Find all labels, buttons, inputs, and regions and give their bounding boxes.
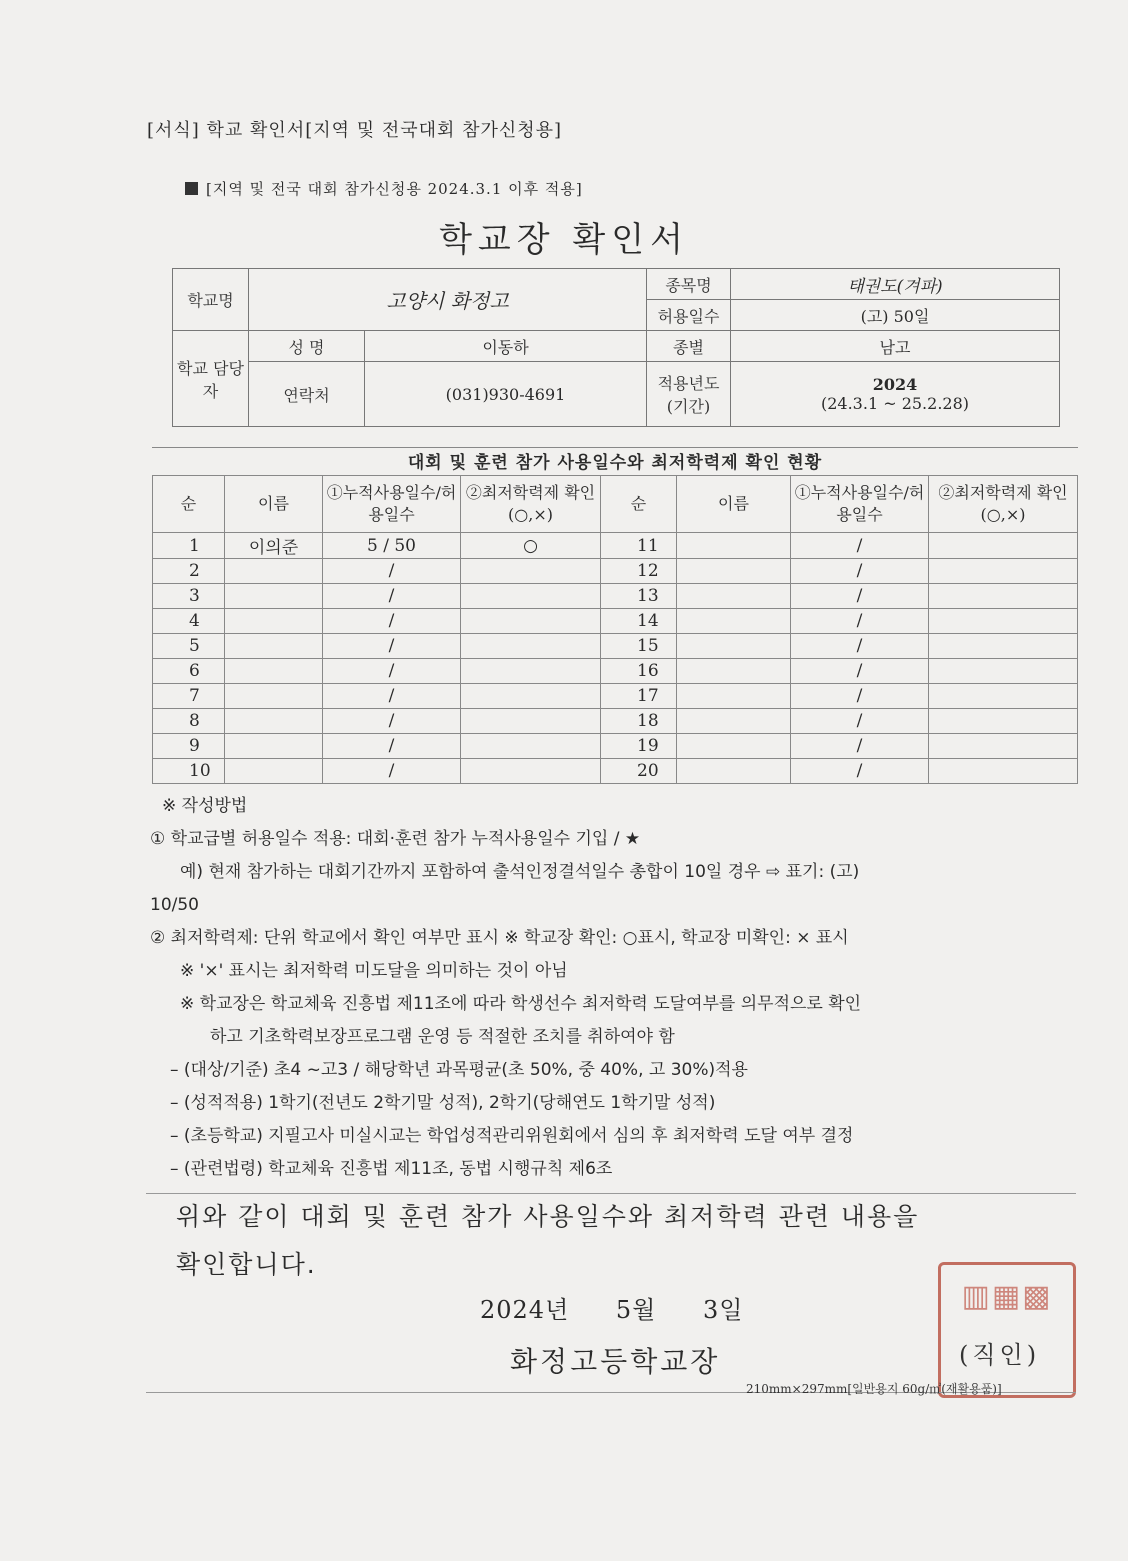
note-line: 10/50: [150, 895, 199, 915]
col-seq: 순: [153, 476, 225, 533]
row-seq: 18: [601, 709, 677, 734]
school-label: 학교명: [173, 269, 249, 331]
row-name: [677, 559, 791, 584]
table-row: [153, 709, 1078, 734]
row-name: [677, 709, 791, 734]
signer-name: 화정고등학교장: [510, 1345, 721, 1378]
allowed-days-value: (고) 50일: [731, 300, 1060, 331]
issue-date: [480, 1290, 781, 1325]
row-name: [225, 584, 323, 609]
col-name-2: 이름: [677, 476, 791, 533]
date-day: 3일: [703, 1296, 744, 1324]
row-name: [225, 734, 323, 759]
col-days-2: ①누적사용일수/허용일수: [791, 476, 929, 533]
date-year: 2024년: [480, 1296, 570, 1324]
note-line: ① 학교급별 허용일수 적용: 대회·훈련 참가 누적사용일수 기입 / ★: [150, 829, 641, 849]
participation-table: [152, 447, 1078, 784]
row-seq: 1: [153, 533, 225, 559]
manager-label: 학교 담당자: [173, 331, 249, 427]
col-check: ②최저학력제 확인(○,×): [461, 476, 601, 533]
row-name: [225, 609, 323, 634]
row-days: /: [323, 684, 461, 709]
row-days: /: [323, 559, 461, 584]
row-check: [461, 734, 601, 759]
row-seq: 14: [601, 609, 677, 634]
name-value: 이동하: [365, 331, 647, 362]
row-seq: 13: [601, 584, 677, 609]
row-seq: 5: [153, 634, 225, 659]
info-table: [172, 268, 1060, 427]
row-check: [461, 709, 601, 734]
row-days: /: [791, 659, 929, 684]
row-check: [929, 759, 1078, 784]
row-seq: 12: [601, 559, 677, 584]
seal-pattern: ▥▦▩: [961, 1279, 1053, 1314]
row-days: /: [791, 759, 929, 784]
row-days: /: [323, 634, 461, 659]
row-name: [677, 734, 791, 759]
col-seq-2: 순: [601, 476, 677, 533]
row-seq: 4: [153, 609, 225, 634]
row-check: [461, 659, 601, 684]
table-row: [153, 559, 1078, 584]
row-check: [461, 684, 601, 709]
row-check: [461, 759, 601, 784]
year-value: 2024: [872, 375, 918, 394]
table-row: [153, 609, 1078, 634]
table-row: [153, 759, 1078, 784]
table-row: [153, 659, 1078, 684]
period-value: (24.3.1 ~ 25.2.28): [820, 394, 970, 413]
row-days: /: [791, 684, 929, 709]
col-name: 이름: [225, 476, 323, 533]
note-line: 예) 현재 참가하는 대회기간까지 포함하여 출석인정결석일수 총합이 10일 경우 ⇨ 표기: (고): [180, 862, 860, 882]
row-check: [461, 559, 601, 584]
row-name: [677, 533, 791, 559]
contact-value: (031)930-4691: [365, 362, 647, 427]
row-check: [929, 559, 1078, 584]
row-check: [929, 609, 1078, 634]
row-seq: 15: [601, 634, 677, 659]
row-seq: 6: [153, 659, 225, 684]
row-days: /: [791, 609, 929, 634]
row-seq: 7: [153, 684, 225, 709]
year-cell: [731, 362, 1060, 427]
row-check: [929, 734, 1078, 759]
row-name: [677, 584, 791, 609]
year-label: 적용년도 (기간): [647, 362, 731, 427]
sub-header-text: [지역 및 전국 대회 참가신청용 2024.3.1 이후 적용]: [206, 180, 583, 198]
row-check: [461, 584, 601, 609]
col-days: ①누적사용일수/허용일수: [323, 476, 461, 533]
row-seq: 2: [153, 559, 225, 584]
row-seq: 11: [601, 533, 677, 559]
sub-header: [185, 178, 583, 199]
table-row: [153, 533, 1078, 559]
sport-label: 종목명: [647, 269, 731, 300]
note-line: – (성적적용) 1학기(전년도 2학기말 성적), 2학기(당해연도 1학기말 성적): [170, 1093, 716, 1113]
row-name: [225, 684, 323, 709]
notes-heading: ※ 작성방법: [162, 796, 248, 816]
row-days: /: [323, 709, 461, 734]
col-check-2: ②최저학력제 확인(○,×): [929, 476, 1078, 533]
row-seq: 16: [601, 659, 677, 684]
row-days: /: [323, 759, 461, 784]
row-check: [461, 634, 601, 659]
row-days: /: [323, 734, 461, 759]
gender-label: 종별: [647, 331, 731, 362]
row-name: [677, 659, 791, 684]
row-days: /: [323, 659, 461, 684]
school-value: 고양시 화정고: [249, 269, 647, 331]
row-name: [225, 659, 323, 684]
row-name: [677, 609, 791, 634]
row-days: /: [791, 634, 929, 659]
note-line: – (대상/기준) 초4 ~고3 / 해당학년 과목평균(초 50%, 중 40%, 고 30%)적용: [170, 1060, 748, 1080]
row-seq: 10: [153, 759, 225, 784]
row-days: /: [323, 609, 461, 634]
row-name: 이의준: [225, 533, 323, 559]
row-days: /: [791, 559, 929, 584]
form-header: [서식] 학교 확인서[지역 및 전국대회 참가신청용]: [147, 120, 563, 141]
document-title: 학교장 확인서: [439, 220, 689, 260]
note-line: 하고 기초학력보장프로그램 운영 등 적절한 조치를 취하여야 함: [210, 1027, 675, 1047]
row-days: /: [323, 584, 461, 609]
row-days: /: [791, 734, 929, 759]
row-days: 5 / 50: [323, 533, 461, 559]
row-seq: 3: [153, 584, 225, 609]
instructions: [150, 790, 1090, 1186]
row-name: [225, 709, 323, 734]
row-check: [461, 609, 601, 634]
note-line: ② 최저학력제: 단위 학교에서 확인 여부만 표시 ※ 학교장 확인: ○표시, 학교장 미확인: × 표시: [150, 928, 849, 948]
date-month: 5월: [615, 1296, 657, 1324]
stamp-label: (직인): [959, 1341, 1041, 1369]
row-check: [929, 584, 1078, 609]
row-name: [677, 684, 791, 709]
square-bullet-icon: [185, 182, 198, 195]
row-days: /: [791, 533, 929, 559]
row-check: [929, 533, 1078, 559]
row-check: [929, 659, 1078, 684]
row-seq: 8: [153, 709, 225, 734]
allowed-days-label: 허용일수: [647, 300, 731, 331]
row-name: [225, 634, 323, 659]
paper-spec: 210mm×297mm[일반용지 60g/㎡(재활용품)]: [746, 1382, 1002, 1396]
row-seq: 17: [601, 684, 677, 709]
row-seq: 9: [153, 734, 225, 759]
confirm-line-1: 위와 같이 대회 및 훈련 참가 사용일수와 최저학력 관련 내용을: [176, 1202, 920, 1231]
row-name: [225, 559, 323, 584]
row-seq: 20: [601, 759, 677, 784]
name-label: 성 명: [249, 331, 365, 362]
confirm-line-2: 확인합니다.: [176, 1250, 317, 1279]
contact-label: 연락처: [249, 362, 365, 427]
note-line: – (관련법령) 학교체육 진흥법 제11조, 동법 시행규칙 제6조: [170, 1159, 613, 1179]
official-seal-icon: [938, 1262, 1076, 1398]
row-name: [677, 634, 791, 659]
note-line: – (초등학교) 지필고사 미실시교는 학업성적관리위원회에서 심의 후 최저학력 도달 여부 결정: [170, 1126, 854, 1146]
note-line: ※ 학교장은 학교체육 진흥법 제11조에 따라 학생선수 최저학력 도달여부를 의무적으로 확인: [180, 994, 862, 1014]
table-row: [153, 684, 1078, 709]
row-seq: 19: [601, 734, 677, 759]
row-check: [929, 709, 1078, 734]
row-check: [929, 634, 1078, 659]
table-caption: 대회 및 훈련 참가 사용일수와 최저학력제 확인 현황: [152, 447, 1078, 475]
table-row: [153, 734, 1078, 759]
row-check: [929, 684, 1078, 709]
row-name: [225, 759, 323, 784]
row-name: [677, 759, 791, 784]
row-days: /: [791, 709, 929, 734]
row-check: ○: [461, 533, 601, 559]
row-days: /: [791, 584, 929, 609]
note-line: ※ '×' 표시는 최저학력 미도달을 의미하는 것이 아님: [180, 961, 568, 981]
gender-value: 남고: [731, 331, 1060, 362]
sport-value: 태권도(겨파): [731, 269, 1060, 300]
table-row: [153, 584, 1078, 609]
table-row: [153, 634, 1078, 659]
